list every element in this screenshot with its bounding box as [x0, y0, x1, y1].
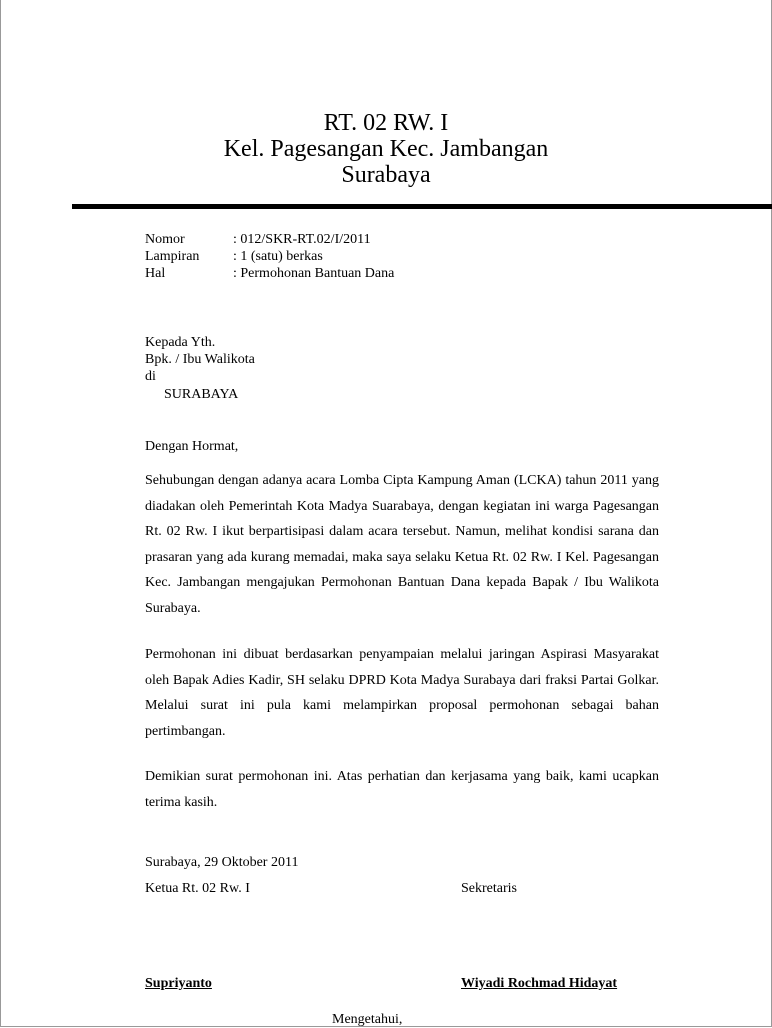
hal-label: Hal [145, 266, 166, 281]
left-signatory-name: Supriyanto [145, 976, 212, 991]
recipient-line-4: SURABAYA [164, 387, 239, 402]
lampiran-label: Lampiran [145, 249, 200, 264]
meta-nomor [145, 231, 371, 248]
recipient-line-3: di [145, 369, 156, 384]
hal-value: : Permohonan Bantuan Dana [233, 266, 395, 281]
mengetahui-label: Mengetahui, [332, 1012, 403, 1027]
right-signatory-name: Wiyadi Rochmad Hidayat [461, 976, 618, 991]
body-paragraph-1: Sehubungan dengan adanya acara Lomba Cipta Kampung Aman (LCKA) tahun 2011 yang diadakan oleh Pemerintah Kota Madya Suarabaya, dengan kegiatan ini warga Pagesangan Rt. 02 Rw. I ikut berpartisipasi dalam acara tersebut. Namun, melihat kondisi sarana dan prasaran yang ada kurang memadai, maka saya selaku Ketua Rt. 02 Rw. I Kel. Pagesangan Kec. Jambangan mengajukan Permohonan Bantuan Dana kepada Bapak / Ibu Walikota Surabaya. [145, 473, 659, 616]
recipient-line-2: Bpk. / Ibu Walikota [145, 352, 255, 367]
body-paragraph-2: Permohonan ini dibuat berdasarkan penyampaian melalui jaringan Aspirasi Masyarakat oleh Bapak Adies Kadir, SH selaku DPRD Kota Madya Surabaya dari fraksi Partai Golkar. Melalui surat ini pula kami melampirkan proposal permohonan sebagai bahan pertimbangan. [145, 647, 659, 739]
letterhead-line-2: Kel. Pagesangan Kec. Jambangan [223, 136, 549, 162]
nomor-value: : 012/SKR-RT.02/I/2011 [233, 232, 371, 247]
nomor-label: Nomor [145, 232, 185, 247]
meta-lampiran [145, 248, 323, 265]
letterhead-rule [72, 204, 772, 209]
left-signatory-title: Ketua Rt. 02 Rw. I [145, 881, 250, 896]
recipient-line-1: Kepada Yth. [145, 335, 216, 350]
letterhead-line-3: Surabaya [341, 162, 431, 188]
lampiran-value: : 1 (satu) berkas [233, 249, 323, 264]
body-paragraph-3: Demikian surat permohonan ini. Atas perhatian dan kerjasama yang baik, kami ucapkan terima kasih. [145, 769, 659, 810]
right-signatory-title: Sekretaris [461, 881, 517, 896]
letterhead-line-1: RT. 02 RW. I [323, 110, 449, 136]
greeting: Dengan Hormat, [145, 439, 239, 454]
meta-hal [145, 265, 394, 282]
place-date: Surabaya, 29 Oktober 2011 [145, 855, 299, 870]
